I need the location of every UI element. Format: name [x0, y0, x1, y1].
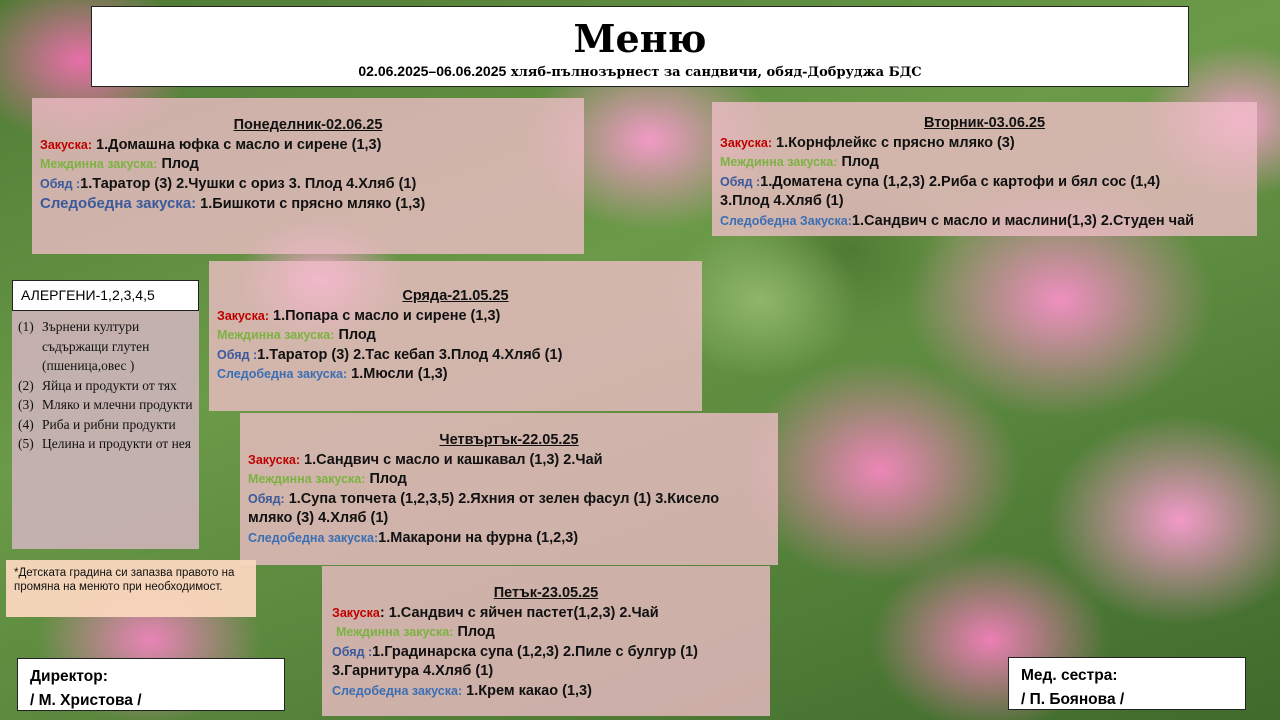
- breakfast-text: 1.Сандвич с масло и кашкавал (1,3) 2.Чай: [300, 451, 603, 468]
- breakfast-label: Закуска:: [720, 135, 773, 150]
- afternoon-text: 1.Сандвич с масло и маслини(1,3) 2.Студен чай: [851, 212, 1195, 229]
- snack-text: Плод: [334, 327, 376, 343]
- snack-label: Междинна закуска:: [336, 625, 454, 639]
- allergen-number: (4): [18, 416, 34, 432]
- lunch-line: [40, 175, 576, 195]
- lunch-line: [720, 173, 1249, 193]
- day-card-wednesday: [209, 261, 702, 411]
- day-title: Сряда-21.05.25: [402, 288, 509, 304]
- lunch-text: 1.Супа топчета (1,2,3,5) 2.Яхния от зелен фасул (1) 3.Кисело: [284, 490, 720, 507]
- day-card-tuesday: [712, 102, 1257, 236]
- breakfast-label: Закуска:: [248, 452, 301, 467]
- afternoon-text: 1.Бишкоти с прясно мляко (1,3): [196, 196, 426, 212]
- breakfast-line: [330, 604, 762, 624]
- day-title: Четвъртък-22.05.25: [439, 432, 579, 448]
- lunch-line-2: 3.Плод 4.Хляб (1): [720, 193, 844, 209]
- snack-text: Плод: [837, 154, 879, 170]
- lunch-line-2: 3.Гарнитура 4.Хляб (1): [332, 663, 494, 679]
- lunch-line-2: мляко (3) 4.Хляб (1): [248, 510, 389, 526]
- breakfast-line: [40, 136, 576, 156]
- lunch-text: 1.Доматена супа (1,2,3) 2.Риба с картофи и бял сос (1,4): [760, 173, 1161, 190]
- breakfast-label: Закуска:: [40, 137, 93, 152]
- snack-text: Плод: [157, 156, 199, 172]
- lunch-label: Обяд:: [248, 491, 285, 506]
- nurse-signature: [1008, 657, 1246, 710]
- day-card-friday: [322, 566, 770, 716]
- day-card-thursday: [240, 413, 778, 565]
- lunch-line: [217, 346, 694, 366]
- afternoon-label: Следобедна закуска:: [40, 195, 197, 212]
- afternoon-text: 1.Мюсли (1,3): [347, 366, 448, 382]
- allergen-item: [18, 376, 193, 396]
- allergen-number: (2): [18, 377, 34, 393]
- snack-label: Междинна закуска:: [248, 472, 366, 486]
- afternoon-text: 1.Крем какао (1,3): [462, 682, 592, 699]
- day-title: Петък-23.05.25: [493, 585, 599, 601]
- allergen-text: Яйца и продукти от тях: [42, 377, 177, 393]
- snack-label: Междинна закуска:: [217, 328, 335, 342]
- afternoon-label: Следобедна Закуска:: [720, 213, 852, 228]
- allergen-text: Мляко и млечни продукти: [42, 397, 193, 412]
- allergens-title: АЛЕРГЕНИ-1,2,3,4,5: [12, 280, 199, 311]
- director-signature: [17, 658, 285, 711]
- page-subtitle: [92, 63, 1188, 80]
- allergen-item: [18, 415, 193, 435]
- director-name: / М. Христова /: [30, 692, 142, 709]
- nurse-role: Мед. сестра:: [1021, 667, 1118, 684]
- breakfast-text: 1.Домашна юфка с масло и сирене (1,3): [92, 136, 382, 153]
- snack-line: [248, 470, 770, 490]
- allergen-number: (3): [18, 397, 34, 412]
- lunch-line: [248, 490, 770, 510]
- change-note: *Детската градина си запазва правото на промяна на менюто при необходимост.: [6, 560, 256, 617]
- breakfast-line: [217, 307, 694, 327]
- day-title: Понеделник-02.06.25: [233, 117, 383, 133]
- afternoon-label: Следобедна закуска:: [217, 367, 348, 381]
- day-card-monday: [32, 98, 584, 254]
- header-box: [91, 6, 1189, 87]
- bread-lunch-note: хляб-пълнозърнест за сандвичи, обяд-Добруджа БДС: [506, 65, 922, 80]
- director-role: Директор:: [30, 668, 108, 685]
- afternoon-line: [720, 212, 1249, 232]
- allergen-text: Риба и рибни продукти: [42, 416, 176, 432]
- lunch-label: Обяд :: [332, 644, 373, 659]
- breakfast-text: 1.Попара с масло и сирене (1,3): [269, 307, 501, 324]
- snack-line: [330, 623, 762, 643]
- allergen-number: (1): [18, 319, 34, 334]
- snack-line: [40, 155, 576, 175]
- afternoon-line: [40, 194, 576, 215]
- allergens-list: [12, 311, 199, 549]
- breakfast-text: 1.Корнфлейкс с прясно мляко (3): [772, 134, 1015, 151]
- lunch-text: 1.Градинарска супа (1,2,3) 2.Пиле с булгур (1): [372, 643, 698, 660]
- day-title: Вторник-03.06.25: [923, 115, 1046, 131]
- snack-text: Плод: [453, 624, 495, 640]
- afternoon-text: 1.Макарони на фурна (1,2,3): [378, 529, 579, 546]
- snack-label: Междинна закуска:: [40, 157, 158, 171]
- breakfast-label: Закуска:: [217, 308, 270, 323]
- breakfast-line: [248, 451, 770, 471]
- snack-line: [720, 153, 1249, 173]
- snack-line: [217, 326, 694, 346]
- allergen-text: Целина и продукти от нея: [42, 436, 192, 451]
- lunch-label: Обяд :: [40, 176, 81, 191]
- page-title: Меню: [573, 16, 707, 61]
- lunch-line: [330, 643, 762, 663]
- snack-label: Междинна закуска:: [720, 155, 838, 169]
- menu-dates: 02.06.2025–06.06.2025: [358, 63, 507, 79]
- breakfast-text: : 1.Сандвич с яйчен пастет(1,2,3) 2.Чай: [379, 604, 659, 621]
- afternoon-label: Следобедна закуска:: [248, 530, 379, 545]
- breakfast-label: Закуска: [332, 605, 380, 620]
- allergen-text: Зърнени култури съдържащи глутен (пшеница,овес ): [42, 319, 150, 373]
- afternoon-line: [248, 529, 770, 549]
- lunch-text: 1.Таратор (3) 2.Тас кебап 3.Плод 4.Хляб (1): [257, 346, 563, 363]
- lunch-label: Обяд :: [217, 347, 258, 362]
- lunch-text: 1.Таратор (3) 2.Чушки с ориз 3. Плод 4.Хляб (1): [80, 175, 417, 192]
- allergen-item: [18, 395, 193, 415]
- allergen-item: [18, 434, 193, 454]
- lunch-label: Обяд :: [720, 174, 761, 189]
- allergen-number: (5): [18, 436, 34, 451]
- afternoon-label: Следобедна закуска:: [332, 683, 463, 698]
- breakfast-line: [720, 134, 1249, 154]
- afternoon-line: [217, 365, 694, 385]
- snack-text: Плод: [365, 471, 407, 487]
- allergen-item: [18, 317, 193, 376]
- afternoon-line: [330, 682, 762, 702]
- nurse-name: / П. Боянова /: [1021, 691, 1125, 708]
